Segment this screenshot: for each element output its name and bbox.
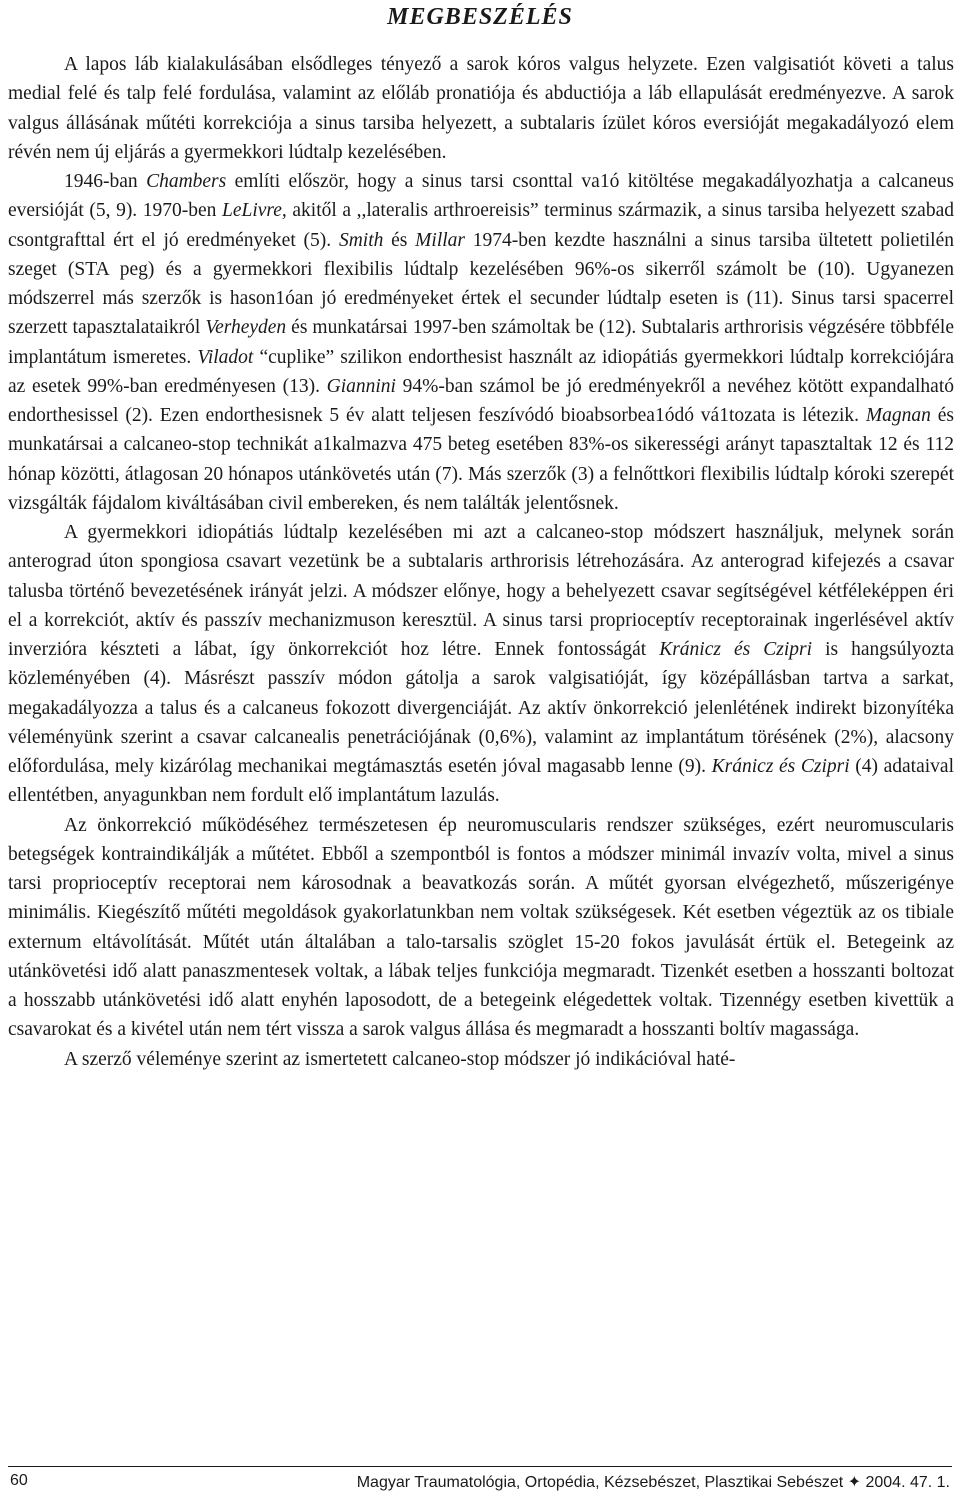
page-footer — [8, 1472, 952, 1496]
italic-author-name: Kránicz és Czipri — [659, 639, 813, 660]
page-number: 60 — [10, 1472, 28, 1489]
text-run: és munkatársai a calcaneo-stop technikát a1kalmazva 475 beteg esetében 83%-os sikerességi arányt tapasztaltak 12 és 112 hónap közötti, átlagosan 20 hónapos utánkövetés után (7). Más szerzők (3) a felnőttkori flexibilis lúdtalp kóroki szerepét vizsgálták fájdalom kiváltásában civil embereken, és nem találták jelentősnek. — [8, 405, 954, 514]
italic-author-name: LeLivre, — [221, 200, 287, 222]
italic-author-name: Giannini — [326, 375, 396, 397]
text-run: és munkatársai 1997-ben számoltak be (12). Subtalaris arthrorisis végzésére többféle implantátum ismeretes. — [8, 317, 954, 368]
text-run: A gyermekkori idiopátiás lúdtalp kezelésében mi azt a calcaneo-stop módszert használjuk, melynek során anterograd úton spongiosa csavart vezetünk be a subtalaris arthrorisis létrehozására. Az anterograd kifejezés a csavar talusba történő bevezetésének irányát jelzi. A módszer előnye, hogy a behelyezett csavar segítségével kétféleképpen éri el a korrekciót, aktív és passzív mechanizmuson keresztül. A sinus tarsi proprioceptív receptorainak ingerlésével aktív inverzióra készteti a lábat, így önkorrekciót hoz létre. Ennek fontosságát — [8, 522, 954, 660]
italic-author-name: Kránicz és Czipri — [711, 756, 850, 777]
paragraph — [8, 518, 954, 811]
journal-citation: Magyar Traumatológia, Ortopédia, Kézsebészet, Plasztikai Sebészet ✦ 2004. 47. 1. — [356, 1474, 950, 1491]
italic-author-name: Magnan — [865, 405, 931, 426]
italic-author-name: Smith — [338, 229, 384, 251]
paragraph — [8, 1045, 954, 1074]
paragraph — [8, 167, 954, 518]
paragraph — [8, 50, 954, 167]
text-run: Az önkorrekció működéséhez természetesen ép neuromuscularis rendszer szükséges, ezért neuromuscularis betegségek kontraindikálják a műtétet. Ebből a szempontból is fontos a módszer minimál invazív volta, mivel a sinus tarsi proprioceptív receptorai nem károsodnak a beavatkozás során. A műtét gyorsan elvégezhető, műszerigénye minimális. Kiegészítő műtéti megoldások gyakorlatunkban nem voltak szükségesek. Két esetben végeztük az os tibiale externum eltávolítását. Műtét után általában a talo-tarsalis szöglet 15-20 fokos javulását értük el. Betegeink az utánkövetési idő alatt panaszmentesek voltak, a lábak teljes funkciója megmaradt. Tizenkét esetben a hosszanti boltozat a hosszabb utánkövetési idő alatt enyhén laposodott, de a betegeink elégedettek voltak. Tizennégy esetben kivettük a csavarokat és a kivétel után nem tért vissza a sarok valgus állása és megmaradt a hosszanti boltív magassága. — [8, 814, 954, 1041]
text-run: A szerző véleménye szerint az ismertetett calcaneo-stop módszer jó indikációval haté- — [64, 1048, 736, 1070]
text-run: akitől a ,,lateralis arthroereisis” terminus származik, a sinus tarsiba helyezett szabad csontgrafttal ért el jó eredményeket (5). — [8, 200, 954, 251]
italic-author-name: Viladot — [197, 346, 254, 368]
text-run: (4) adataival ellentétben, anyagunkban nem fordult elő implantátum lazulás. — [8, 756, 954, 807]
text-run: 94%-ban számol be jó eredményekről a nevéhez kötött expandalható endorthesissel (2). Ezen endorthesisnek 5 év alatt teljesen feszívódó bioabsorbea1ódó vá1tozata is létezik. — [8, 375, 954, 426]
text-run: is hangsúlyozta közleményében (4). Másrészt passzív módon gátolja a sarok valgisatióját, így középállásban tartva a sarkat, megakadályozza a talus és a calcaneus fokozott divergenciáját. Az aktív önkorrekció jelenlétének indirekt bizonyítéka véleményünk szerint a csavar calcanealis penetrációjának (0,6%), valamint az implantátum törésének (2%), alacsony előfordulása, mely kizárólag mechanikai megtámasztás esetén jóval magasabb lenne (9). — [8, 639, 954, 777]
text-run: 1946-ban — [64, 171, 147, 192]
paragraph — [8, 811, 954, 1045]
footer-rule — [8, 1466, 952, 1467]
body-text — [8, 50, 954, 1074]
text-run: és — [383, 229, 416, 251]
text-run: A lapos láb kialakulásában elsődleges tényező a sarok kóros valgus helyzete. Ezen valgisatiót követi a talus medial felé és talp felé fordulása, valamint az előláb pronatiója és abductiója a láb ellapulását eredményezve. A sarok valgus állásának műtéti korrekciója a sinus tarsiba helyezett, a subtalaris ízület kóros eversióját megakadályozó elem révén nem új eljárás a gyermekkori lúdtalp kezelésében. — [8, 54, 954, 163]
section-heading: MEGBESZÉLÉS — [387, 4, 573, 30]
text-run: 1974-ben kezdte használni a sinus tarsiba ültetett polietilén szeget (STA peg) és a gyermekkori flexibilis lúdtalp kezelésében 96%-os sikerről számolt be (10). Ugyanezen módszerrel más szerzők is hason1óan jó eredményeket értek el secunder lúdtalp eseten is (11). Sinus tarsi spacerrel szerzett tapasztalataikról — [8, 229, 954, 339]
italic-author-name: Millar — [415, 229, 466, 251]
text-run: “cuplike” szilikon endorthesist használt az idiopátiás gyermekkori lúdtalp korrekciójára az esetek 99%-ban eredményesen (13). — [8, 346, 954, 397]
text-run: említi először, hogy a sinus tarsi csonttal va1ó kitöltése megakadályozhatja a calcaneus eversióját (5, 9). 1970-ben — [8, 171, 954, 222]
italic-author-name: Verheyden — [205, 317, 287, 339]
italic-author-name: Chambers — [146, 171, 227, 192]
